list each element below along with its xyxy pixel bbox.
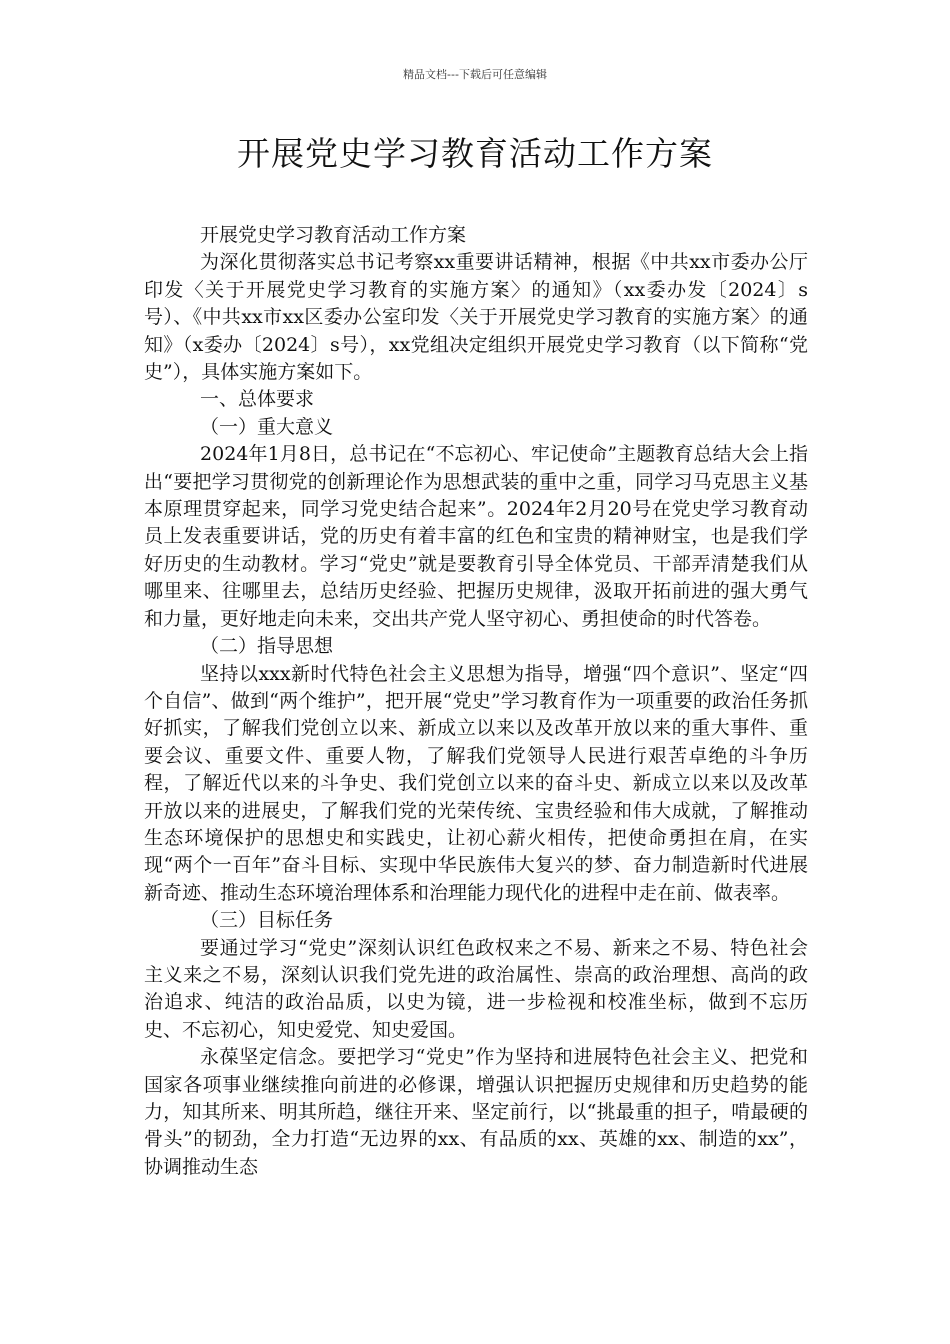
section-heading: 一、总体要求 <box>200 388 315 411</box>
body-paragraph: 坚持以xxx新时代特色社会主义思想为指导，增强“四个意识”、坚定“四个自信”、做到“两个维护”，把开展“党史”学习教育作为一项重要的政治任务抓好抓实，了解我们党创立以来、新成立以来以及改革开放以来的重大事件、重要会议、重要文件、重要人物，了解我们党领导人民进行艰苦卓绝的斗争历程，了解近代以来的斗争史、我们党创立以来的奋斗史、新成立以来以及改革开放以来的进展史，了解我们党的光荣传统、宝贵经验和伟大成就，了解推动生态环境保护的思想史和实践史，让初心薪火相传，把使命勇担在肩，在实现“两个一百年”奋斗目标、实现中华民族伟大复兴的梦、奋力制造新时代进展新奇迹、推动生态环境治理体系和治理能力现代化的进程中走在前、做表率。 <box>144 662 808 904</box>
subsection-heading: （三）目标任务 <box>200 909 334 932</box>
subsection-heading: （二）指导思想 <box>200 635 334 658</box>
page-header: 精品文档---下载后可任意编辑 <box>403 68 547 81</box>
body-subtitle: 开展党史学习教育活动工作方案 <box>200 224 467 246</box>
document-title: 开展党史学习教育活动工作方案 <box>237 134 713 173</box>
subsection-heading: （一）重大意义 <box>200 415 334 438</box>
body-paragraph: 2024年1月8日，总书记在“不忘初心、牢记使命”主题教育总结大会上指出“要把学习贯彻党的创新理论作为思想武装的重中之重，同学习马克思主义基本原理贯穿起来，同学习党史结合起来”。2024年2月20号在党史学习教育动员上发表重要讲话，党的历史有着丰富的红色和宝贵的精神财宝，也是我们学好历史的生动教材。学习“党史”就是要教育引导全体党员、干部弄清楚我们从哪里来、往哪里去，总结历史经验、把握历史规律，汲取开拓前进的强大勇气和力量，更好地走向未来，交出共产党人坚守初心、勇担使命的时代答卷。 <box>144 443 808 630</box>
body-paragraph: 要通过学习“党史”深刻认识红色政权来之不易、新来之不易、特色社会主义来之不易，深刻认识我们党先进的政治属性、崇高的政治理想、高尚的政治追求、纯洁的政治品质，以史为镜，进一步检视和校准坐标，做到不忘历史、不忘初心，知史爱党、知史爱国。 <box>144 936 808 1041</box>
body-paragraph: 永葆坚定信念。要把学习“党史”作为坚持和进展特色社会主义、把党和国家各项事业继续推向前进的必修课，增强认识把握历史规律和历史趋势的能力，知其所来、明其所趋，继往开来、坚定前行，以“挑最重的担子，啃最硬的骨头”的韧劲，全力打造“无边界的xx、有品质的xx、英雄的xx、制造的xx”，协调推动生态 <box>144 1046 808 1178</box>
intro-paragraph: 为深化贯彻落实总书记考察xx重要讲话精神，根据《中共xx市委办公厅印发〈关于开展党史学习教育的实施方案〉的通知》（xx委办发〔2024〕s号）、《中共xx市xx区委办公室印发〈关于开展党史学习教育的实施方案〉的通知》（x委办〔2024〕s号），xx党组决定组织开展党史学习教育（以下简称“党史”），具体实施方案如下。 <box>144 251 808 384</box>
document-body <box>144 222 808 1181</box>
